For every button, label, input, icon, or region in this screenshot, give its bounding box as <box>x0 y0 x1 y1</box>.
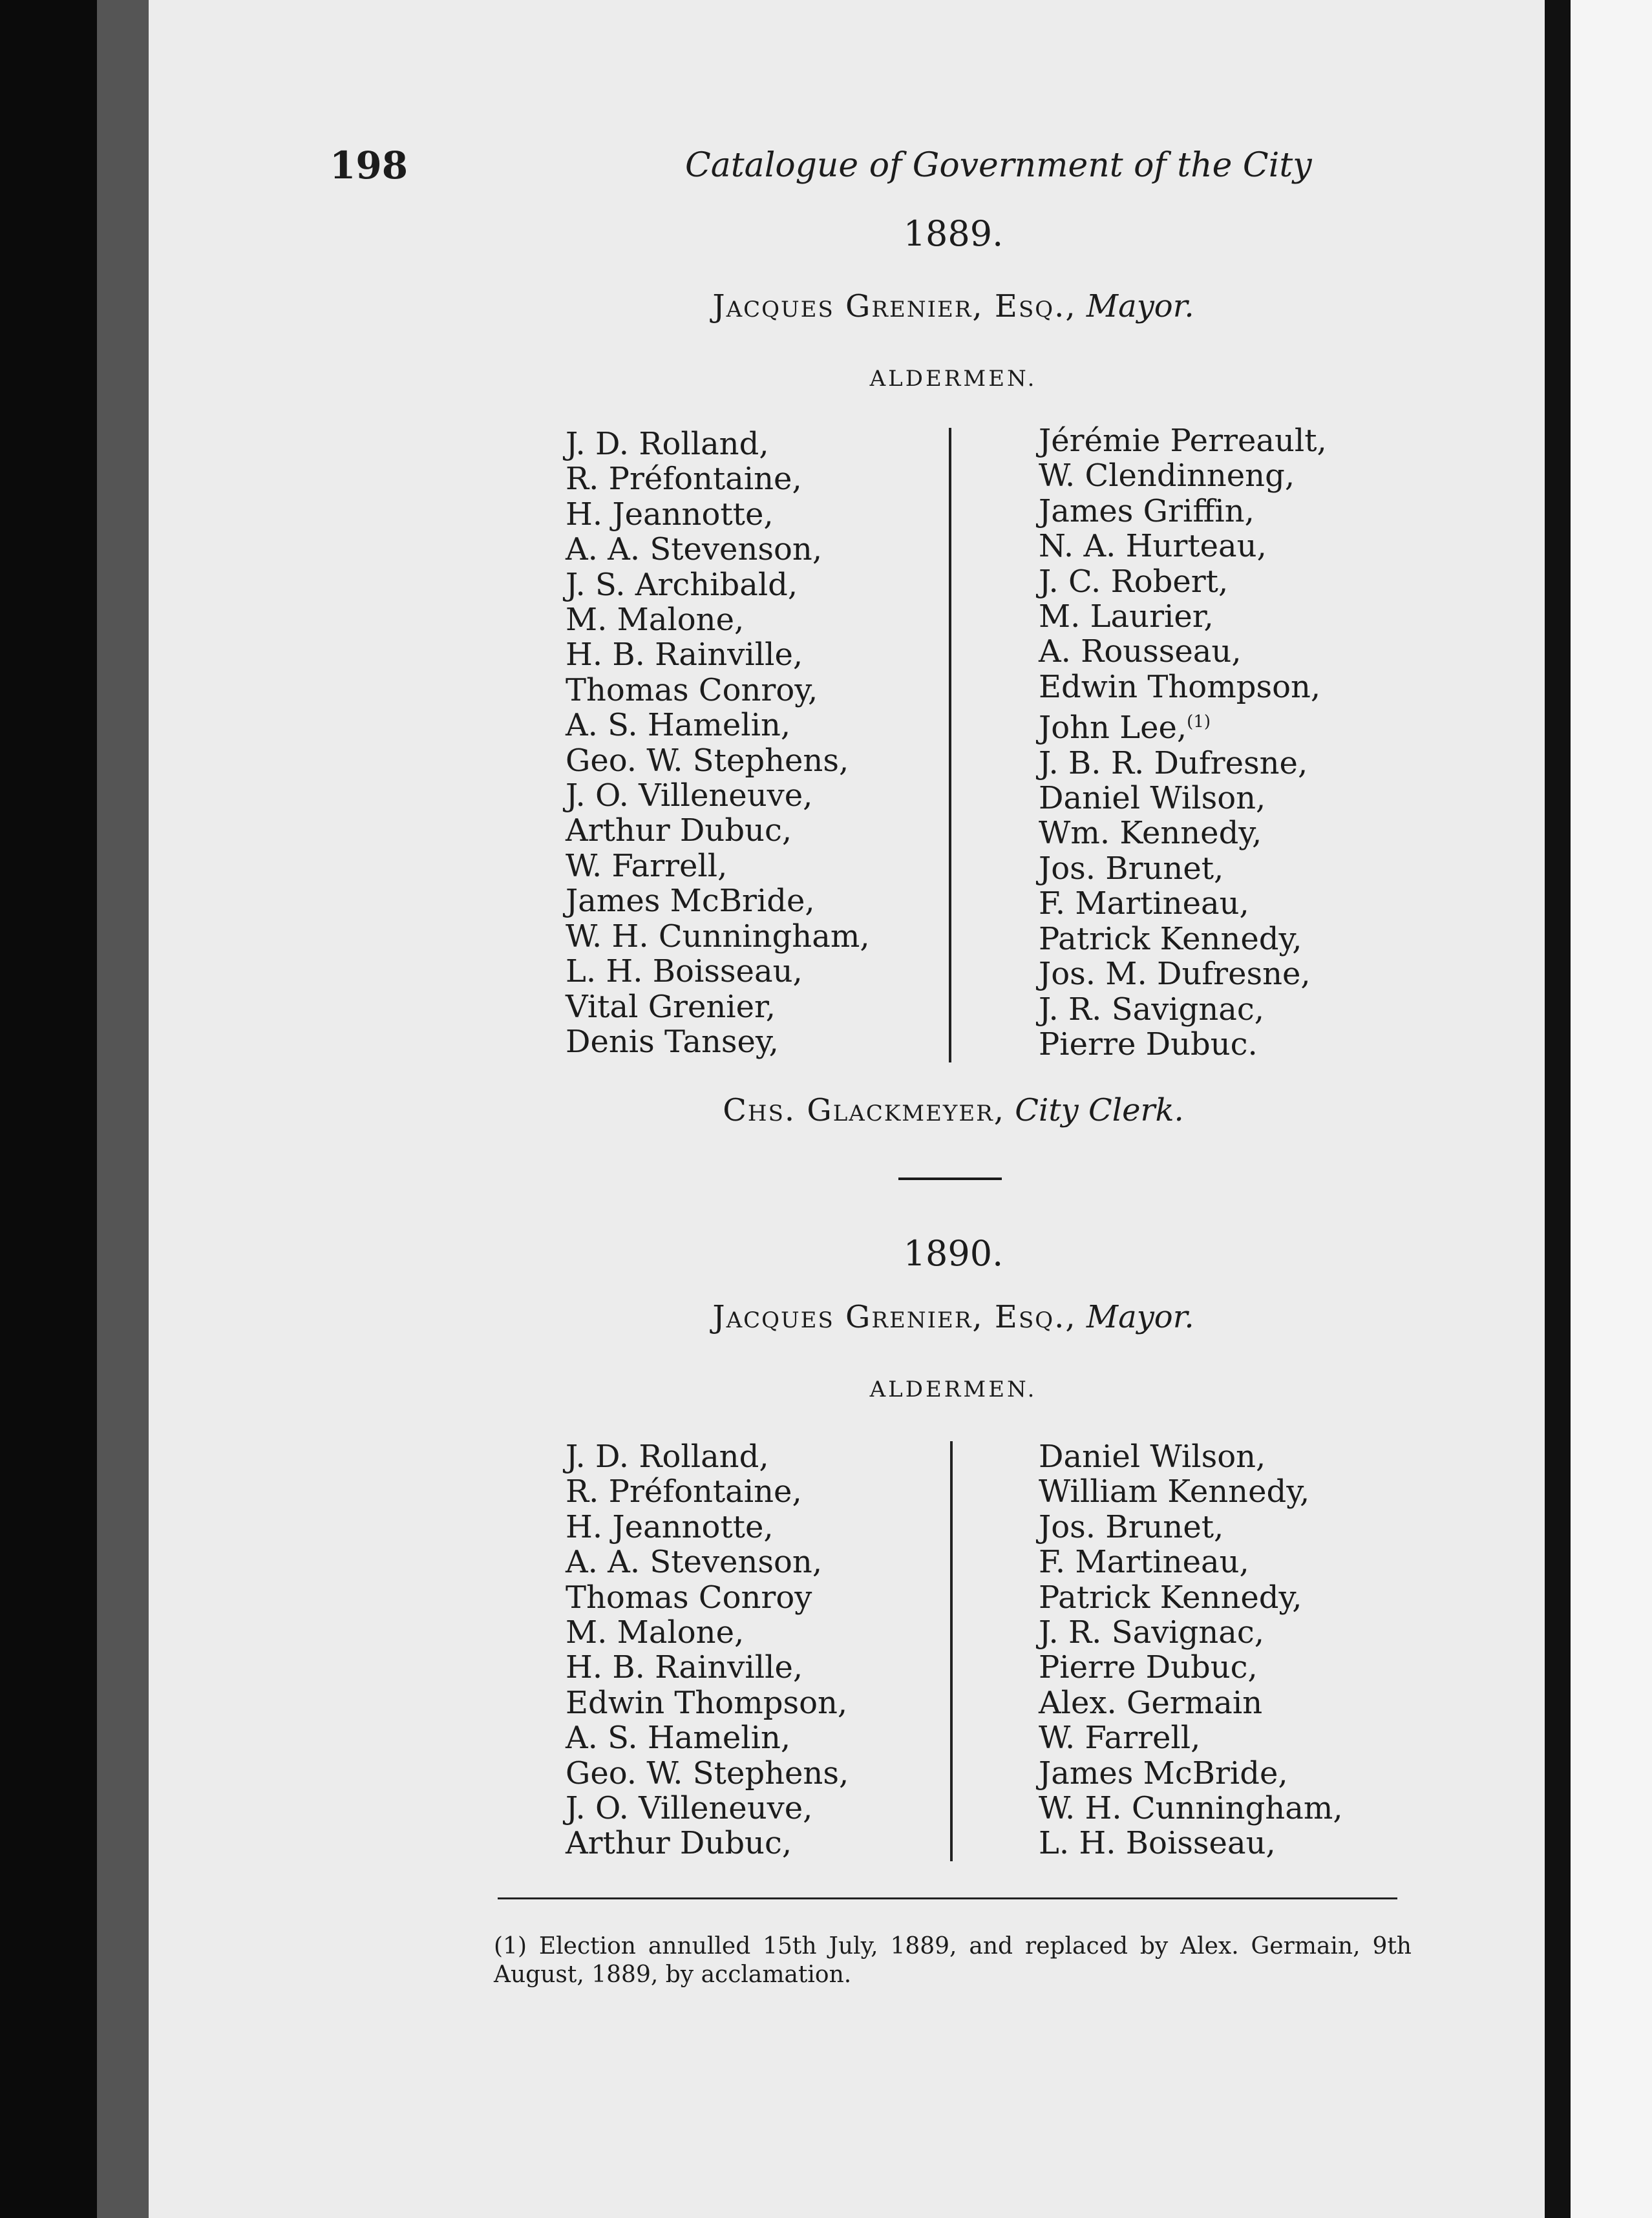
alderman-name-text: J. C. Robert, <box>1039 563 1229 600</box>
alderman-name <box>566 1650 849 1685</box>
alderman-name <box>1039 956 1327 991</box>
alderman-name <box>1039 1756 1343 1791</box>
alderman-name <box>1039 1580 1343 1615</box>
alderman-name-text: M. Laurier, <box>1039 598 1214 635</box>
footnote: (1) Election annulled 15th July, 1889, and replaced by Alex. Germain, 9th August, 1889, by acclamation. <box>494 1933 1412 1988</box>
alderman-name-text: Alex. Germain <box>1039 1684 1263 1721</box>
alderman-name <box>566 1439 849 1474</box>
alderman-name-text: Jos. Brunet, <box>1039 850 1224 887</box>
alderman-name-text: R. Préfontaine, <box>566 1473 802 1510</box>
alderman-name <box>566 1826 849 1861</box>
alderman-name-text: Thomas Conroy <box>566 1579 812 1616</box>
alderman-name-text: W. Farrell, <box>566 847 728 884</box>
alderman-name-text: H. Jeannotte, <box>566 496 774 533</box>
alderman-name-text: J. D. Rolland, <box>566 426 769 462</box>
alderman-name <box>1039 1510 1343 1545</box>
alderman-name-text: Denis Tansey, <box>566 1023 779 1060</box>
alderman-name-text: Edwin Thompson, <box>566 1684 848 1721</box>
alderman-name-text: L. H. Boisseau, <box>1039 1825 1276 1862</box>
mayor-title: Mayor. <box>1086 288 1194 324</box>
alderman-name-text: Pierre Dubuc, <box>1039 1649 1258 1686</box>
alderman-name <box>1039 1439 1343 1474</box>
running-head: Catalogue of Government of the City <box>685 146 1312 185</box>
alderman-name-text: J. R. Savignac, <box>1039 991 1265 1028</box>
alderman-name <box>566 1510 849 1545</box>
alderman-name-text: A. S. Hamelin, <box>566 707 791 744</box>
alderman-name-text: Arthur Dubuc, <box>566 1825 792 1862</box>
section-divider <box>898 1178 1002 1180</box>
alderman-name-text: Patrick Kennedy, <box>1039 1579 1302 1616</box>
page-number: 198 <box>330 143 408 187</box>
alderman-name <box>566 1580 849 1615</box>
alderman-name <box>1039 1474 1343 1509</box>
alderman-name <box>1039 1791 1343 1826</box>
year-heading-1889: 1889. <box>903 213 1004 254</box>
alderman-name <box>566 1720 849 1755</box>
clerk-line-1889 <box>0 1092 1652 1128</box>
alderman-name-text: Arthur Dubuc, <box>566 812 792 849</box>
alderman-name-text: J. D. Rolland, <box>566 1439 769 1475</box>
alderman-name <box>1039 704 1327 745</box>
alderman-name <box>1039 494 1327 529</box>
alderman-name-text: A. A. Stevenson, <box>566 531 823 568</box>
alderman-name <box>566 1791 849 1826</box>
alderman-name <box>566 813 870 848</box>
alderman-name-text: Daniel Wilson, <box>1039 1439 1266 1475</box>
alderman-name-text: L. H. Boisseau, <box>566 953 803 990</box>
alderman-name <box>1039 816 1327 850</box>
alderman-name-text: N. A. Hurteau, <box>1039 528 1267 565</box>
alderman-name-text: H. Jeannotte, <box>566 1508 774 1545</box>
clerk-name: Chs. Glackmeyer, <box>723 1092 1006 1128</box>
alderman-name-text: Geo. W. Stephens, <box>566 742 849 779</box>
alderman-name-text: H. B. Rainville, <box>566 637 803 673</box>
alderman-name-text: W. H. Cunningham, <box>566 918 870 955</box>
alderman-name <box>566 989 870 1024</box>
alderman-name <box>566 637 870 672</box>
mayor-title: Mayor. <box>1086 1299 1194 1335</box>
alderman-name-text: W. Clendinneng, <box>1039 458 1295 494</box>
alderman-name <box>1039 599 1327 634</box>
alderman-name <box>1039 746 1327 781</box>
aldermen-left-column-1889 <box>566 427 870 1059</box>
alderman-name <box>566 602 870 637</box>
alderman-name <box>1039 529 1327 564</box>
alderman-name-text: J. O. Villeneuve, <box>566 1790 813 1827</box>
alderman-name-text: M. Malone, <box>566 1614 745 1651</box>
alderman-name <box>566 954 870 989</box>
alderman-name-text: James Griffin, <box>1039 492 1255 529</box>
alderman-name <box>1039 851 1327 886</box>
mayor-name: Jacques Grenier, Esq., <box>712 1299 1077 1335</box>
alderman-name <box>1039 670 1327 704</box>
alderman-name <box>566 1685 849 1720</box>
alderman-name-text: A. A. Stevenson, <box>566 1544 823 1581</box>
aldermen-right-column-1890 <box>1039 1439 1343 1861</box>
alderman-name-text: F. Martineau, <box>1039 885 1249 922</box>
alderman-name-text: J. O. Villeneuve, <box>566 777 813 814</box>
alderman-name <box>1039 1615 1343 1650</box>
alderman-name-text: A. Rousseau, <box>1039 633 1242 670</box>
alderman-name <box>1039 1650 1343 1685</box>
alderman-name <box>1039 1826 1343 1861</box>
alderman-name <box>1039 781 1327 816</box>
aldermen-left-column-1890 <box>566 1439 849 1861</box>
alderman-name <box>1039 1685 1343 1720</box>
mayor-name: Jacques Grenier, Esq., <box>712 288 1077 324</box>
alderman-name-text: Wm. Kennedy, <box>1039 815 1262 852</box>
mayor-line-1890 <box>0 1299 1652 1335</box>
footnote-marker: (1) <box>1187 712 1211 732</box>
alderman-name <box>566 427 870 461</box>
alderman-name <box>566 532 870 567</box>
alderman-name <box>566 461 870 496</box>
alderman-name-text: James McBride, <box>566 883 815 920</box>
column-divider-1889 <box>949 428 951 1062</box>
alderman-name-text: W. Farrell, <box>1039 1720 1201 1757</box>
alderman-name <box>1039 1545 1343 1579</box>
alderman-name <box>566 919 870 954</box>
alderman-name <box>1039 423 1327 458</box>
alderman-name <box>566 778 870 813</box>
alderman-name <box>1039 886 1327 921</box>
alderman-name <box>566 1756 849 1791</box>
alderman-name-text: A. S. Hamelin, <box>566 1720 791 1757</box>
aldermen-heading-1889: ALDERMEN. <box>869 366 1037 392</box>
alderman-name <box>566 849 870 883</box>
alderman-name <box>566 673 870 708</box>
alderman-name <box>1039 1720 1343 1755</box>
alderman-name <box>1039 1027 1327 1062</box>
alderman-name <box>566 743 870 778</box>
alderman-name <box>566 1545 849 1579</box>
alderman-name-text: Pierre Dubuc. <box>1039 1026 1258 1062</box>
year-heading-1890: 1890. <box>903 1233 1004 1274</box>
aldermen-right-column-1889 <box>1039 423 1327 1062</box>
footnote-rule <box>498 1897 1397 1899</box>
alderman-name <box>1039 564 1327 599</box>
alderman-name-text: Jos. Brunet, <box>1039 1508 1224 1545</box>
aldermen-heading-1890: ALDERMEN. <box>869 1377 1037 1402</box>
alderman-name-text: Patrick Kennedy, <box>1039 920 1302 957</box>
alderman-name <box>566 1024 870 1059</box>
alderman-name <box>1039 992 1327 1027</box>
alderman-name <box>566 1615 849 1650</box>
alderman-name-text: M. Malone, <box>566 602 745 639</box>
alderman-name-text: Vital Grenier, <box>566 988 776 1025</box>
alderman-name-text: Edwin Thompson, <box>1039 668 1321 705</box>
alderman-name-text: J. R. Savignac, <box>1039 1614 1265 1651</box>
column-divider-1890 <box>950 1441 953 1861</box>
alderman-name-text: John Lee, <box>1039 710 1187 746</box>
alderman-name-text: Thomas Conroy, <box>566 671 818 708</box>
alderman-name <box>566 883 870 918</box>
alderman-name-text: Jérémie Perreault, <box>1039 423 1327 459</box>
alderman-name-text: Daniel Wilson, <box>1039 780 1266 817</box>
alderman-name-text: Geo. W. Stephens, <box>566 1755 849 1791</box>
alderman-name <box>566 708 870 743</box>
alderman-name-text: James McBride, <box>1039 1755 1288 1791</box>
alderman-name <box>566 1474 849 1509</box>
alderman-name-text: J. S. Archibald, <box>566 566 798 603</box>
alderman-name <box>566 497 870 532</box>
alderman-name <box>1039 634 1327 669</box>
alderman-name <box>566 567 870 602</box>
mayor-line-1889 <box>0 288 1652 324</box>
alderman-name-text: F. Martineau, <box>1039 1544 1249 1581</box>
alderman-name <box>1039 922 1327 956</box>
alderman-name-text: W. H. Cunningham, <box>1039 1790 1343 1827</box>
alderman-name-text: H. B. Rainville, <box>566 1649 803 1686</box>
alderman-name-text: Jos. M. Dufresne, <box>1039 956 1311 993</box>
alderman-name-text: J. B. R. Dufresne, <box>1039 745 1308 781</box>
alderman-name <box>1039 458 1327 493</box>
alderman-name-text: William Kennedy, <box>1039 1473 1310 1510</box>
alderman-name-text: R. Préfontaine, <box>566 461 802 498</box>
clerk-title: City Clerk. <box>1015 1092 1184 1128</box>
